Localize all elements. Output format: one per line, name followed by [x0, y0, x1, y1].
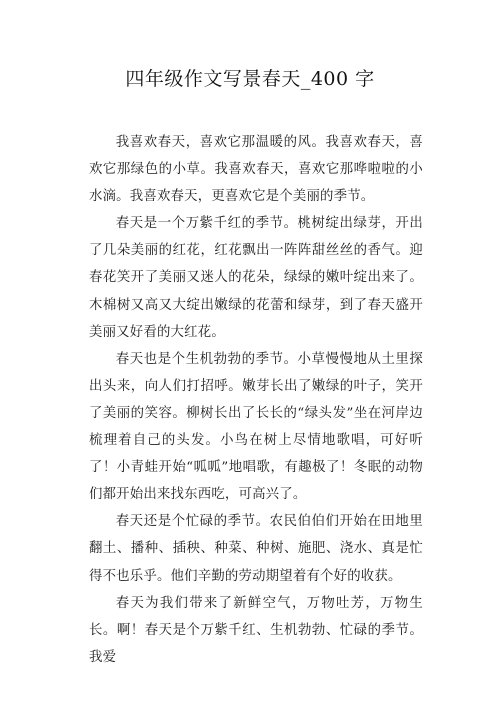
paragraph-4: 春天还是个忙碌的季节。农民伯伯们开始在田地里翻土、播种、插秧、种菜、种树、施肥、浇水、真是忙得不也乐乎。他们辛勤的劳动期望着有个好的收获。	[89, 514, 423, 584]
paragraph-5: 春天为我们带来了新鲜空气，万物吐芳，万物生长。啊！春天是个万紫千红、生机勃勃、忙碌的季节。我爱	[89, 595, 423, 665]
document-title: 四年级作文写景春天_400 字	[125, 68, 375, 90]
paragraph-2: 春天是一个万紫千红的季节。桃树绽出绿芽，开出了几朵美丽的红花，红花飘出一阵阵甜丝丝的香气。迎春花笑开了美丽又迷人的花朵，绿绿的嫩叶绽出来了。木棉树又高又大绽出嫩绿的花蕾和绿芽，到了春天盛开美丽又好看的大红花。	[89, 216, 423, 340]
paragraph-1: 我喜欢春天，喜欢它那温暖的风。我喜欢春天，喜欢它那绿色的小草。我喜欢春天，喜欢它那哗啦啦的小水滴。我喜欢春天，更喜欢它是个美丽的季节。	[89, 135, 423, 205]
paragraph-3: 春天也是个生机勃勃的季节。小草慢慢地从土里探出头来，向人们打招呼。嫩芽长出了嫩绿的叶子，笑开了美丽的笑容。柳树长出了长长的“绿头发”坐在河岸边梳理着自己的头发。小鸟在树上尽情地歌唱，可好听了！小青蛙开始“呱呱”地唱歌，有趣极了！冬眠的动物们都开始出来找东西吃，可高兴了。	[89, 351, 423, 503]
document-body	[89, 129, 423, 671]
